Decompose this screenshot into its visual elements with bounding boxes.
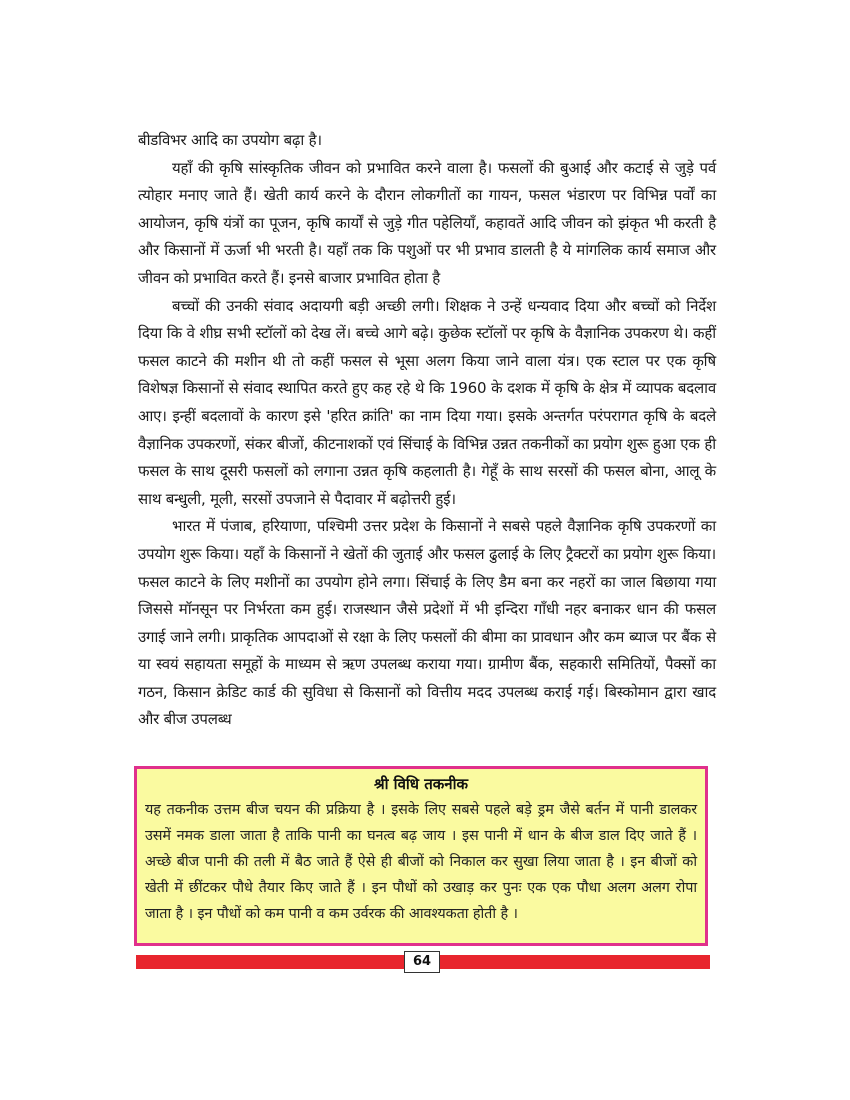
paragraph-2: यहाँ की कृषि सांस्कृतिक जीवन को प्रभावित करने वाला है। फसलों की बुआई और कटाई से जुड़े पर्व त्योहार मनाए जाते हैं। खेती कार्य करने के दौरान लोकगीतों का गायन, फसल भंडारण पर विभिन्न पर्वों का आयोजन, कृषि यंत्रों का पूजन, कृषि कार्यों से जुड़े गीत पहेलियाँ, कहावतें आदि जीवन को झंकृत भी करती है और किसानों में ऊर्जा भी भरती है। यहाँ तक कि पशुओं पर भी प्रभाव डालती है ये मांगलिक कार्य समाज और जीवन को प्रभावित करते हैं। इनसे बाजार प्रभावित होता है — [138, 158, 716, 287]
info-box — [134, 766, 708, 946]
page-number: 64 — [404, 951, 440, 973]
page-content — [138, 127, 716, 734]
info-box-title: श्री विधि तकनीक — [373, 775, 469, 793]
paragraph-4: भारत में पंजाब, हरियाणा, पश्चिमी उत्तर प्रदेश के किसानों ने सबसे पहले वैज्ञानिक कृषि उपकरणों का उपयोग शुरू किया। यहाँ के किसानों ने खेतों की जुताई और फसल ढुलाई के लिए ट्रैक्टरों का प्रयोग शुरू किया। फसल काटने के लिए मशीनों का उपयोग होने लगा। सिंचाई के लिए डैम बना कर नहरों का जाल बिछाया गया जिससे मॉनसून पर निर्भरता कम हुई। राजस्थान जैसे प्रदेशों में भी इन्दिरा गाँधी नहर बनाकर धान की फसल उगाई जाने लगी। प्राकृतिक आपदाओं से रक्षा के लिए फसलों की बीमा का प्रावधान और कम ब्याज पर बैंक से या स्वयं सहायता समूहों के माध्यम से ऋण उपलब्ध कराया गया। ग्रामीण बैंक, सहकारी समितियों, पैक्सों का गठन, किसान क्रेडिट कार्ड की सुविधा से किसानों को वित्तीय मदद उपलब्ध कराई गई। बिस्कोमान द्वारा खाद और बीज उपलब्ध — [138, 517, 716, 729]
paragraph-1: बीडविभर आदि का उपयोग बढ़ा है। — [138, 131, 322, 149]
paragraph-3: बच्चों की उनकी संवाद अदायगी बड़ी अच्छी लगी। शिक्षक ने उन्हें धन्यवाद दिया और बच्चों को निर्देश दिया कि वे शीघ्र सभी स्टॉलों को देख लें। बच्चे आगे बढ़े। कुछेक स्टॉलों पर कृषि के वैज्ञानिक उपकरण थे। कहीं फसल काटने की मशीन थी तो कहीं फसल से भूसा अलग किया जाने वाला यंत्र। एक स्टाल पर एक कृषि विशेषज्ञ किसानों से संवाद स्थापित करते हुए कह रहे थे कि 1960 के दशक में कृषि के क्षेत्र में व्यापक बदलाव आए। इन्हीं बदलावों के कारण इसे 'हरित क्रांति' का नाम दिया गया। इसके अन्तर्गत परंपरागत कृषि के बदले वैज्ञानिक उपकरणों, संकर बीजों, कीटनाशकों एवं सिंचाई के विभिन्न उन्नत तकनीकों का प्रयोग शुरू हुआ एक ही फसल के साथ दूसरी फसलों को लगाना उन्नत कृषि कहलाती है। गेहूँ के साथ सरसों की फसल बोना, आलू के साथ बन्धुली, मूली, सरसों उपजाने से पैदावार में बढ़ोत्तरी हुई। — [138, 296, 716, 508]
info-box-body: यह तकनीक उत्तम बीज चयन की प्रक्रिया है । इसके लिए सबसे पहले बड़े ड्रम जैसे बर्तन में पानी डालकर उसमें नमक डाला जाता है ताकि पानी का घनत्व बढ़ जाय । इस पानी में धान के बीज डाल दिए जाते हैं । अच्छे बीज पानी की तली में बैठ जाते हैं ऐसे ही बीजों को निकाल कर सुखा लिया जाता है । इन बीजों को खेती में छींटकर पौधे तैयार किए जाते हैं । इन पौधों को उखाड़ कर पुनः एक एक पौधा अलग अलग रोपा जाता है । इन पौधों को कम पानी व कम उर्वरक की आवश्यकता होती है । — [145, 802, 697, 922]
